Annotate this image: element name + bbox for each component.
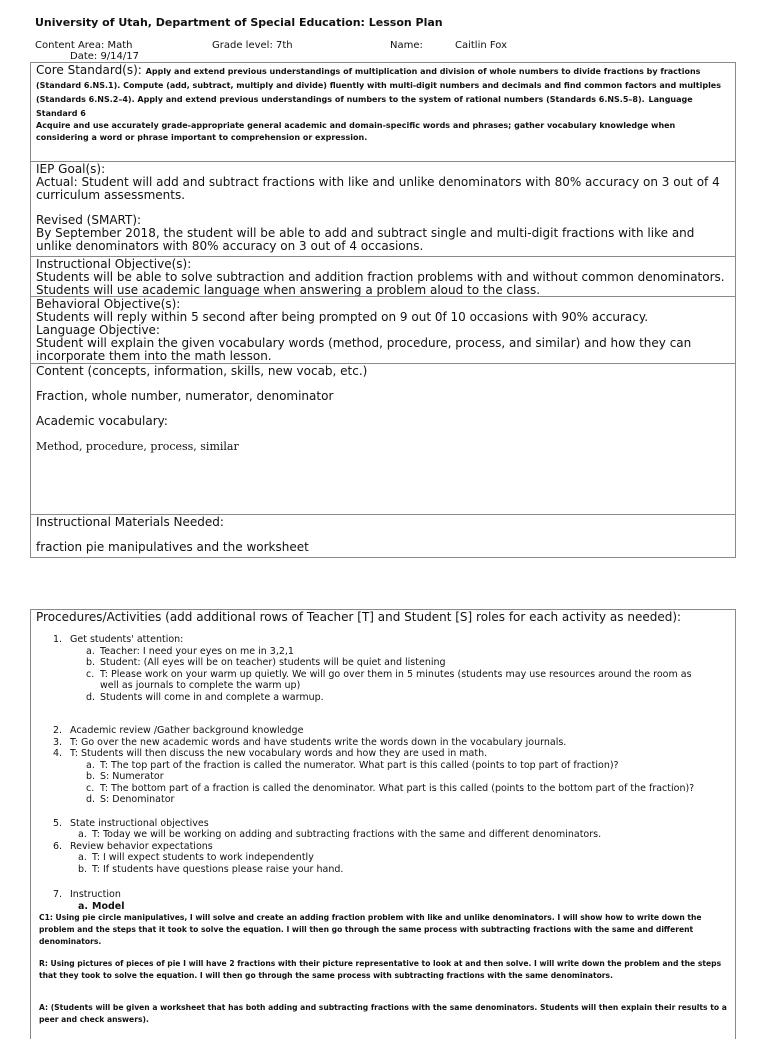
list-item: c. T: Please work on your warm up quietly. We will go over them in 5 minutes (students may use resources around the room as well as journals to complete the warm up) bbox=[86, 668, 692, 691]
list-item: 4. T: Students will then discuss the new vocabulary words and how they are used in math. bbox=[53, 748, 488, 759]
procedures-label: Procedures/Activities (add additional rows of Teacher [T] and Student [S] roles for each activity as needed): bbox=[36, 610, 682, 624]
content-area: Content Area: Math bbox=[35, 40, 133, 51]
model-r: R: Using pictures of pieces of pie I will have 2 fractions with their picture representative to look at and then solve. I will write down the problem and the steps that they took to solve the equation. I will then go through the same process with subtracting fractions with the same denominators. bbox=[39, 959, 722, 980]
materials-box bbox=[30, 514, 736, 558]
list-item: d. Students will come in and complete a warmup. bbox=[86, 691, 324, 703]
core-standards-text: Apply and extend previous understandings of multiplication and division of whole numbers to divide fractions by fractions (Standard 6.NS.1). Compute (add, subtract, multiply and divide) fluently with multi-digit numbers and decimals and find common factors and multiples (Standards 6.NS.2–4). Apply and extend previous understandings of numbers to the system of rational numbers (Standards 6.NS.5–8). bbox=[36, 67, 721, 104]
content-label: Content (concepts, information, skills, new vocab, etc.) bbox=[36, 364, 368, 378]
model-a: A: (Students will be given a worksheet that has both adding and subtracting fractions with the same denominators. Students will then explain their results to a peer and check answers). bbox=[39, 1003, 727, 1024]
instructional-objective-1: Students will be able to solve subtraction and addition fraction problems with and without common denominators. bbox=[36, 270, 725, 284]
instructional-objective-2: Students will use academic language when answering a problem aloud to the class. bbox=[36, 283, 541, 297]
academic-vocabulary-label: Academic vocabulary: bbox=[36, 414, 168, 428]
iep-actual: Actual: Student will add and subtract fractions with like and unlike denominators with 80% accuracy on 3 out of 4 curriculum assessments. bbox=[36, 175, 720, 202]
instructional-objectives-label: Instructional Objective(s): bbox=[36, 257, 192, 271]
list-item: a. T: The top part of the fraction is called the numerator. What part is this called (points to top part of fraction)? bbox=[86, 759, 619, 771]
lesson-date: Date: 9/14/17 bbox=[70, 51, 139, 62]
behavioral-objectives-box bbox=[30, 296, 736, 364]
list-item: 3. T: Go over the new academic words and have students write the words down in the vocabulary journals. bbox=[53, 736, 567, 748]
content-vocab: Fraction, whole number, numerator, denominator bbox=[36, 389, 334, 403]
iep-revised: By September 2018, the student will be able to add and subtract single and multi-digit fractions with like and unlike denominators with 80% accuracy on 3 out of 4 occasions. bbox=[36, 226, 695, 253]
language-objective-label: Language Objective: bbox=[36, 323, 160, 337]
name-label: Name: bbox=[390, 40, 423, 51]
list-item: c. T: The bottom part of a fraction is called the denominator. What part is this called (points to the bottom part of the fraction)? bbox=[86, 782, 695, 794]
language-standard-text: Acquire and use accurately grade-appropriate general academic and domain-specific words and phrases; gather vocabulary knowledge when considering a word or phrase important to comprehension or expression. bbox=[36, 121, 676, 142]
materials-label: Instructional Materials Needed: bbox=[36, 515, 224, 529]
list-item: 1. Get students' attention: bbox=[53, 634, 184, 645]
instructional-objectives-box bbox=[30, 256, 736, 297]
list-item: 5. State instructional objectives bbox=[53, 817, 209, 829]
iep-goals-label: IEP Goal(s): bbox=[36, 162, 106, 176]
list-item: a. Model bbox=[78, 900, 125, 912]
list-item: 7. Instruction bbox=[53, 889, 121, 900]
list-item: b. Student: (All eyes will be on teacher) students will be quiet and listening bbox=[86, 657, 446, 668]
core-standards-box bbox=[30, 62, 736, 162]
list-item: b. T: If students have questions please raise your hand. bbox=[78, 863, 344, 875]
list-item: a. Teacher: I need your eyes on me in 3,2,1 bbox=[86, 645, 294, 657]
procedures-box bbox=[30, 609, 736, 1039]
materials-text: fraction pie manipulatives and the worksheet bbox=[36, 540, 309, 554]
document-title: University of Utah, Department of Special Education: Lesson Plan bbox=[35, 16, 443, 29]
behavioral-objective-1: Students will reply within 5 second after being prompted on 9 out 0f 10 occasions with 90% accuracy. bbox=[36, 310, 649, 324]
core-standards-label: Core Standard(s): bbox=[36, 63, 142, 77]
name-value: Caitlin Fox bbox=[455, 40, 508, 51]
language-objective-text: Student will explain the given vocabulary words (method, procedure, process, and similar) and how they can incorporate them into the math lesson. bbox=[36, 336, 692, 363]
language-standard-label: Language Standard 6 bbox=[36, 95, 693, 118]
list-item: a. T: Today we will be working on adding and subtracting fractions with the same and different denominators. bbox=[78, 829, 602, 840]
procedures-list bbox=[36, 634, 730, 912]
model-c1: C1: Using pie circle manipulatives, I will solve and create an adding fraction problem with like and unlike denominators. I will show how to write down the problem and the steps that it took to solve the equation. I will then go through the same process with subtracting fractions with the same and different denominators. bbox=[39, 913, 702, 946]
behavioral-objectives-label: Behavioral Objective(s): bbox=[36, 297, 181, 311]
academic-vocabulary-words: Method, procedure, process, similar bbox=[36, 440, 239, 453]
iep-goals-box bbox=[30, 161, 736, 257]
grade-level: Grade level: 7th bbox=[212, 40, 293, 51]
list-item: 6. Review behavior expectations bbox=[53, 840, 213, 852]
list-item: a. T: I will expect students to work independently bbox=[78, 852, 314, 863]
list-item: b. S: Numerator bbox=[86, 771, 164, 782]
list-item: 2. Academic review /Gather background knowledge bbox=[53, 725, 304, 736]
list-item: d. S: Denominator bbox=[86, 794, 175, 805]
iep-revised-label: Revised (SMART): bbox=[36, 213, 142, 227]
content-box bbox=[30, 363, 736, 515]
